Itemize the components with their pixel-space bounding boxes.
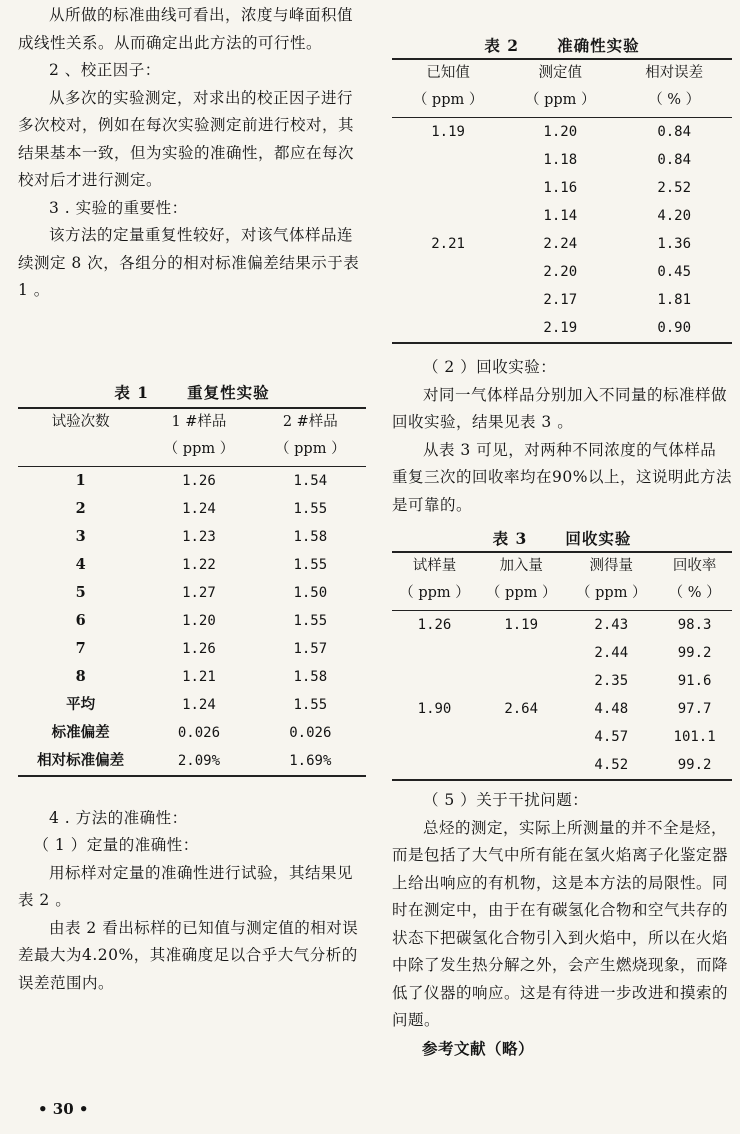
table-cell: 1.27 (182, 584, 216, 601)
paragraph-standard-test: 用标样对定量的准确性进行试验，其结果见表 2 。 (18, 863, 354, 909)
table-cell: 2.64 (504, 701, 539, 717)
table2-caption (392, 34, 732, 56)
table-row (392, 723, 732, 751)
table-cell: 1.24 (182, 500, 216, 517)
table1-caption-number: 表 1 (114, 382, 150, 402)
table1-header: 试验次数 (18, 408, 143, 436)
paragraph-repeatability: 该方法的定量重复性较好，对该气体样品连续测定 8 次，各组分的相对标准偏差结果示于表 1 。 (18, 226, 360, 299)
table1-header: 1 #样品 (143, 408, 254, 436)
table1-caption-title: 重复性实验 (187, 382, 270, 402)
table-cell: 101.1 (673, 729, 716, 745)
table-cell (392, 667, 477, 695)
table-row (392, 230, 732, 258)
table-cell: 1.24 (182, 696, 216, 713)
table1-unit: （ ppm ） (143, 436, 254, 467)
table-cell: 1.36 (657, 236, 692, 252)
table-cell: 0.45 (657, 264, 692, 280)
table-cell: 1.55 (293, 696, 328, 713)
table-row (18, 747, 366, 776)
table-cell: 0.84 (657, 124, 692, 140)
table3-header: 测得量 (565, 552, 657, 580)
table-row (18, 523, 366, 551)
table3-header: 加入量 (477, 552, 565, 580)
table-row (392, 695, 732, 723)
table-row (18, 466, 366, 495)
table-row (392, 639, 732, 667)
table-cell (477, 667, 565, 695)
table-cell: 99.2 (677, 645, 712, 661)
table-cell: 1.54 (293, 472, 328, 489)
table-cell: 1.57 (293, 640, 328, 657)
table-row (18, 495, 366, 523)
table-cell: 1.58 (293, 528, 328, 545)
table-row (18, 551, 366, 579)
table-row (392, 174, 732, 202)
table-cell: 1.58 (293, 668, 328, 685)
table-row (18, 691, 366, 719)
table-cell: 7 (75, 639, 86, 657)
table-cell: 1.18 (543, 152, 578, 168)
table-row (392, 258, 732, 286)
table-cell: 4.57 (594, 729, 629, 745)
table2-caption-number: 表 2 (484, 36, 520, 55)
heading-recovery: （ 2 ）回收实验： (423, 358, 557, 376)
table-cell: 1.19 (504, 617, 539, 633)
table-cell: 98.3 (677, 617, 712, 633)
table-cell: 0.026 (177, 724, 221, 741)
table-cell: 2.44 (594, 645, 629, 661)
table3-body (392, 611, 732, 781)
table-cell: 6 (75, 611, 86, 629)
table-row (18, 579, 366, 607)
table-cell: 1.69% (255, 747, 366, 776)
references-note: 参考文献（略） (422, 1038, 535, 1058)
table3-caption (392, 527, 732, 549)
table-cell: 1.50 (293, 584, 328, 601)
table-cell (392, 258, 504, 286)
table-cell: 2.35 (594, 673, 629, 689)
table-cell: 2.24 (543, 236, 578, 252)
table-row (18, 719, 366, 747)
table-cell: 1.26 (417, 617, 452, 633)
table-cell: 1.55 (293, 612, 328, 629)
table-cell (392, 202, 504, 230)
table-row (392, 751, 732, 780)
table-cell (392, 639, 477, 667)
table3-unit: （ ppm ） (565, 580, 657, 611)
table-cell: 91.6 (677, 673, 712, 689)
table-cell (392, 723, 477, 751)
table-cell: 2.20 (543, 264, 578, 280)
table2-body (392, 118, 732, 344)
table-cell: 1.26 (182, 640, 216, 657)
table3-caption-number: 表 3 (492, 529, 528, 548)
table-cell: 4.48 (594, 701, 629, 717)
paragraph-relative-error: 由表 2 看出标样的已知值与测定值的相对误差最大为4.20%，其准确度足以合乎大气分析的误差范围内。 (18, 918, 359, 992)
table3-recovery (392, 551, 732, 781)
table-row (392, 286, 732, 314)
table3-unit: （ ppm ） (392, 580, 477, 611)
table-cell: 平均 (66, 695, 96, 713)
table-cell: 1.20 (182, 612, 216, 629)
table-cell: 2.21 (431, 236, 465, 252)
table-cell: 1.14 (543, 208, 578, 224)
table-cell: 1.16 (543, 180, 578, 196)
table-cell (477, 639, 565, 667)
table3-unit: （ ppm ） (477, 580, 565, 611)
table1-caption (18, 381, 366, 403)
right-column (392, 0, 732, 1062)
table2-caption-title: 准确性实验 (557, 36, 640, 55)
table2-header: 相对误差 (616, 59, 732, 87)
table-cell: 0.026 (289, 724, 332, 741)
table-cell: 2.52 (657, 180, 692, 196)
table-row (392, 611, 732, 640)
heading-importance: 3 . 实验的重要性： (49, 198, 188, 217)
table3-header: 回收率 (657, 552, 732, 580)
table-cell: 1.55 (293, 556, 328, 573)
table-cell: 1.23 (182, 528, 216, 545)
table-cell: 1.21 (182, 668, 216, 685)
paragraph-recovery-method: 对同一气体样品分别加入不同量的标准样做回收实验，结果见表 3 。 (392, 385, 728, 431)
table-cell: 4.20 (657, 208, 692, 224)
table-cell: 标准偏差 (51, 723, 110, 741)
table2-unit: （ % ） (616, 87, 732, 118)
table-cell: 0.90 (616, 314, 732, 343)
table2-unit: （ ppm ） (504, 87, 616, 118)
table2-header: 测定值 (504, 59, 616, 87)
table-cell (477, 751, 565, 780)
table-cell: 2.43 (594, 617, 629, 633)
table-cell: 相对标准偏差 (18, 747, 143, 776)
table-cell: 5 (75, 583, 86, 601)
table1-body (18, 466, 366, 776)
table-row (18, 607, 366, 635)
table-row (392, 314, 732, 343)
table-row (392, 202, 732, 230)
table-cell: 1.90 (417, 701, 452, 717)
table-row (392, 146, 732, 174)
heading-accuracy: 4 . 方法的准确性： (49, 808, 188, 827)
table2-accuracy (392, 58, 732, 344)
table-cell (477, 723, 565, 751)
table1-unit: （ ppm ） (255, 436, 366, 467)
table-cell (392, 314, 504, 343)
table-cell: 4.52 (565, 751, 657, 780)
table-cell: 2.17 (543, 292, 578, 308)
table-cell: 1.20 (543, 124, 578, 140)
heading-quantitative-accuracy: （ 1 ）定量的准确性： (33, 836, 199, 854)
table-cell: 8 (75, 667, 86, 685)
paragraph-linearity: 从所做的标准曲线可看出，浓度与峰面积值成线性关系。从而确定出此方法的可行性。 (18, 6, 354, 52)
table-row (392, 667, 732, 695)
table-cell (392, 751, 477, 780)
table-cell (392, 174, 504, 202)
heading-correction-factor: 2 、校正因子： (49, 61, 161, 79)
table2-header: 已知值 (392, 59, 504, 87)
table-cell: 2 (75, 499, 86, 517)
page-number: • 30 • (38, 1100, 89, 1118)
heading-interference: （ 5 ）关于干扰问题： (423, 791, 589, 809)
table-cell: 1.81 (657, 292, 692, 308)
table-cell (392, 286, 504, 314)
table-cell: 2.09% (143, 747, 254, 776)
left-column (18, 0, 366, 997)
table-cell: 2.19 (504, 314, 616, 343)
table-cell: 99.2 (657, 751, 732, 780)
table-cell: 0.84 (657, 152, 692, 168)
paragraph-interference: 总烃的测定，实际上所测量的并不全是烃，而是包括了大气中所有能在氢火焰离子化鉴定器上给出响应的有机物，这是本方法的局限性。同时在测定中，由于在有碳氢化合物和空气共存的状态下把碳氢化合物引入到火焰中，所以在火焰中除了发生热分解之外，会产生燃烧现象，而降低了仪器的响应。这是有待进一步改进和摸索的问题。 (392, 818, 729, 1029)
table-cell: 1 (75, 471, 86, 489)
table-cell: 1.55 (293, 500, 328, 517)
table1-repeatability (18, 407, 366, 777)
table-row (18, 663, 366, 691)
table3-unit: （ % ） (657, 580, 732, 611)
table-cell (392, 146, 504, 174)
paragraph-correction-factor: 从多次的实验测定，对求出的校正因子进行多次校对，例如在每次实验测定前进行校对，其结果基本一致，但为实验的准确性，都应在每次校对后才进行测定。 (18, 88, 355, 189)
table1-header: 2 #样品 (255, 408, 366, 436)
paragraph-recovery-result: 从表 3 可见，对两种不同浓度的气体样品重复三次的回收率均在90%以上，这说明此方法是可靠的。 (392, 440, 732, 514)
table-cell: 97.7 (677, 701, 712, 717)
table1-unit (18, 436, 143, 467)
table-cell: 3 (75, 527, 86, 545)
table-cell: 4 (75, 555, 86, 573)
table-row (392, 118, 732, 147)
table3-header: 试样量 (392, 552, 477, 580)
table3-caption-title: 回收实验 (565, 529, 632, 548)
table-cell: 1.22 (182, 556, 216, 573)
table2-unit: （ ppm ） (392, 87, 504, 118)
table-cell: 1.26 (182, 472, 216, 489)
table-row (18, 635, 366, 663)
table-cell: 1.19 (431, 124, 465, 140)
